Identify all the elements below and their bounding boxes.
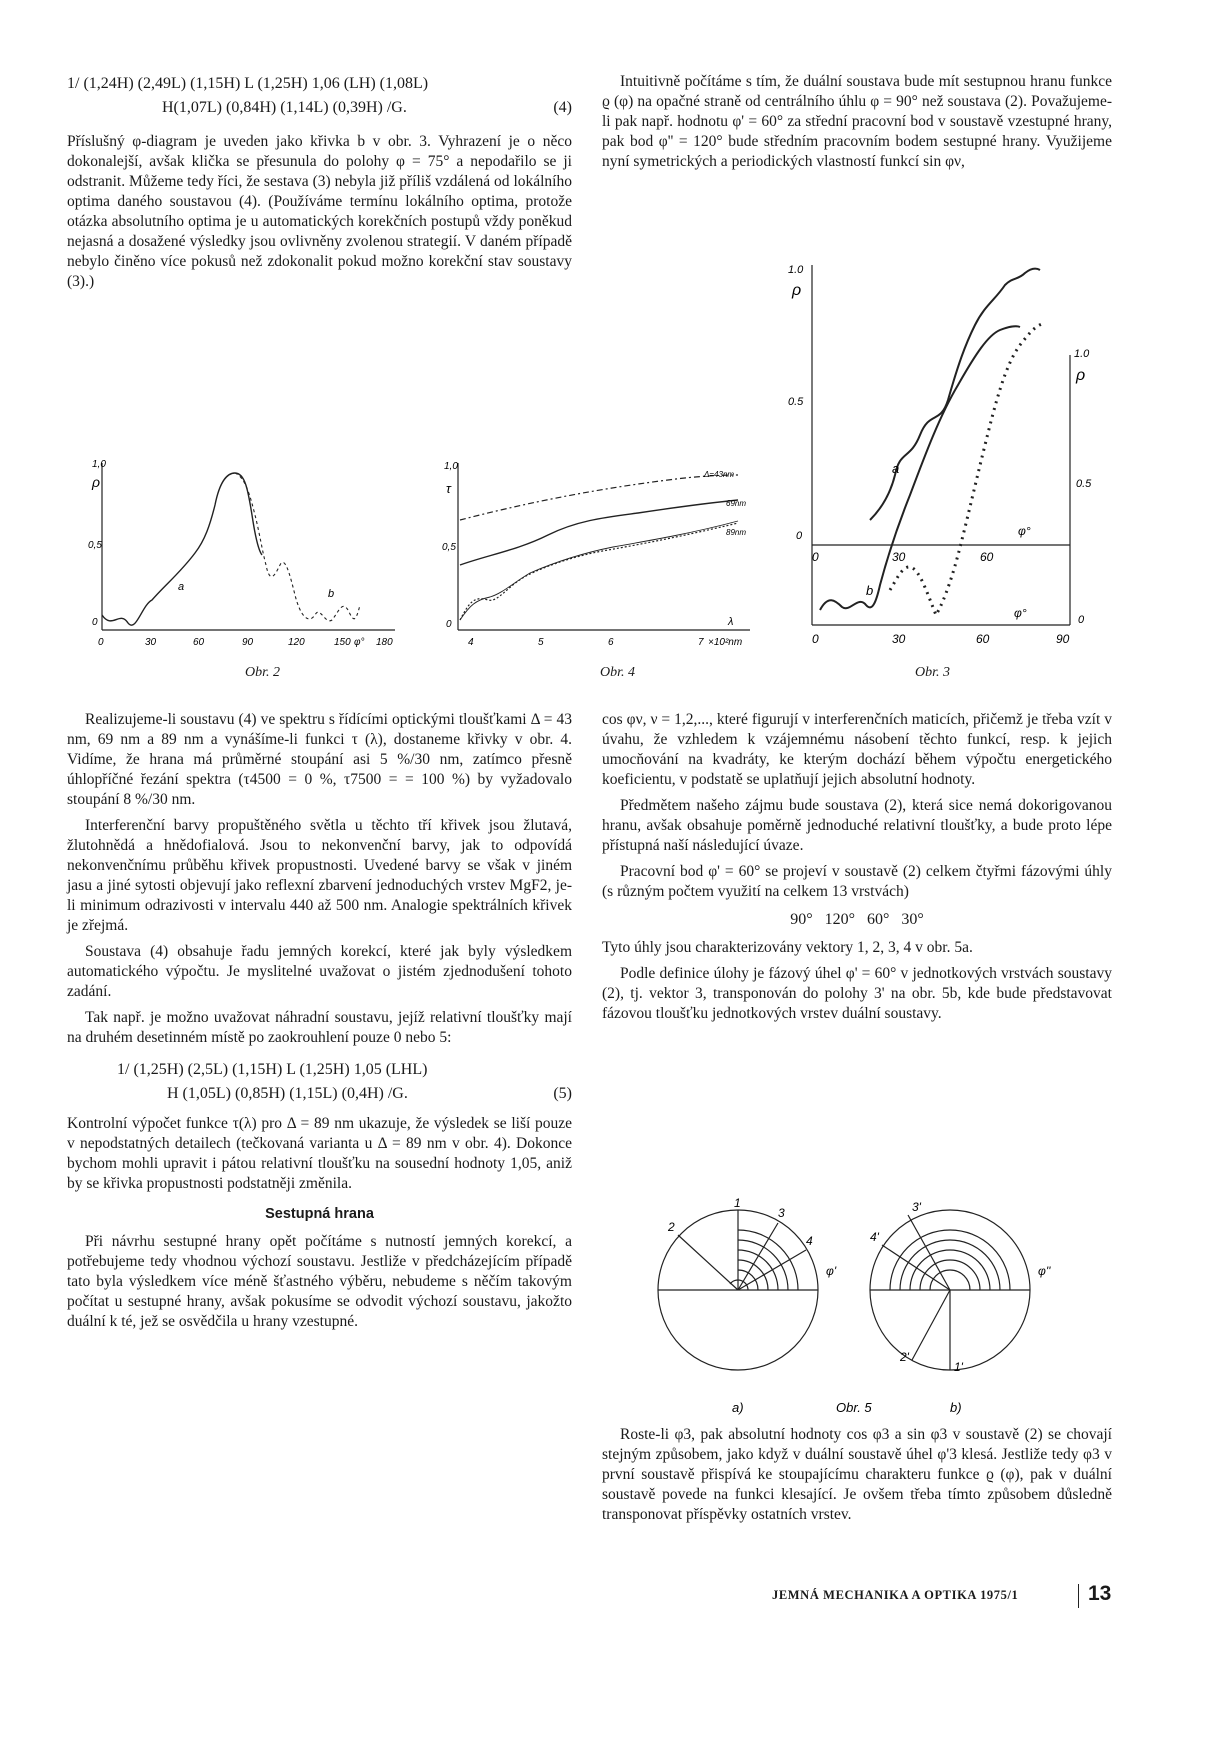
paragraph: Příslušný φ-diagram je uveden jako křivka b v obr. 3. Vyhrazení je o něco dokonalejší, avšak klička se přesunula do polohy φ = 75° a nepodařilo se ji odstranit. Můžeme tedy říci, že sestava (3) nebyla již příliš vzdálená od lokálního optima daného soustavou (4). (Používáme termínu lokálního optima, protože otázka absolutního optima je u automatických korekčních postupů vždy poněkud nejasná a dosažené výsledky jsou ovlivněny zvolenou strategií. V daném případě nebylo činěno více pokusů než zdokonalit pokud možno korekční stav soustavy (3).) bbox=[67, 133, 572, 290]
vector-2 bbox=[678, 1235, 738, 1290]
legend-43nm: Δ=43nm bbox=[704, 470, 735, 479]
y-tick-05: 0,5 bbox=[442, 542, 456, 553]
x-tick: 90 bbox=[242, 637, 254, 648]
label-2-prime: 2' bbox=[900, 1350, 909, 1364]
y-tick-1: 1,0 bbox=[92, 459, 106, 470]
sub-caption-b: b) bbox=[950, 1400, 962, 1415]
right-last-column bbox=[602, 1425, 1112, 1531]
right-bottom-column bbox=[602, 710, 1112, 1030]
x-tick: 7 bbox=[698, 637, 704, 648]
right-ytick-1: 1.0 bbox=[1074, 348, 1090, 360]
x-tick: 0 bbox=[98, 637, 104, 648]
paragraph: Kontrolní výpočet funkce τ(λ) pro Δ = 89 nm ukazuje, že výsledek se liší pouze v nepodstatných detailech (tečkovaná varianta u Δ = 89 nm v obr. 4). Dokonce bychom mohli upravit i pátou relativní tloušťku na sousední hodnoty 1,05, aniž by se křivka propustnosti podstatněji změnila. bbox=[67, 1115, 572, 1192]
series-43nm bbox=[460, 475, 738, 520]
label-phi-double-prime: φ'' bbox=[1038, 1264, 1051, 1278]
journal-footer: JEMNÁ MECHANIKA A OPTIKA 1975/1 bbox=[772, 1588, 1019, 1602]
x-tick: 30 bbox=[145, 637, 157, 648]
upper-x-tick: 30 bbox=[892, 550, 906, 564]
paragraph: Při návrhu sestupné hrany opět počítáme s nutností jemných korekcí, a potřebujeme tedy vhodnou výchozí soustavu. Jestliže v předcházejícím případě tato byla výsledkem více méně šťastného výběru, nebudeme s něčím takovým počítat u sestupné hrany, avšak pokusíme se odvodit výchozí soustavu, jakožto duální k té, jež se osvědčila u hrany vzestupné. bbox=[67, 1233, 572, 1330]
caption-obr-2: Obr. 2 bbox=[245, 665, 281, 680]
upper-x-tick: 60 bbox=[980, 550, 994, 564]
angles-list: 90° 120° 60° 30° bbox=[790, 911, 924, 928]
paragraph: Podle definice úlohy je fázový úhel φ' = 60° v jednotkových vrstvách soustavy (2), tj. vektor 3, transponován do polohy 3' na obr. 5b, kde bude představovat fázovou tloušťku jednotkových vrstev duální soustavy. bbox=[602, 965, 1112, 1022]
formula-5-line-2: H (1,05L) (0,85H) (1,15L) (0,4H) /G. (5) bbox=[67, 1082, 572, 1106]
arc bbox=[738, 1260, 768, 1290]
paragraph: Tak např. je možno uvažovat náhradní soustavu, jejíž relativní tloušťky mají na druhém desetinném místě po zaokrouhlení pouze 0 nebo 5: bbox=[67, 1009, 572, 1046]
section-heading: Sestupná hrana bbox=[265, 1206, 374, 1222]
label-a: a bbox=[178, 581, 185, 593]
paragraph: Interferenční barvy propuštěného světla u těchto tří křivek jsou žlutavá, žlutohnědá a hnědofialová. Jsou to nekonvenční barvy, jak to odpovídá nekonvenčnímu průběhu křivek propustnosti. Uvedené barvy se však v jiném jasu a jiné sytosti objevují jako reflexní zbarvení jednoduchých vrstev MgF2, je-li minimum odrazivosti v intervalu 440 až 500 nm. Analogie spektrálních křivek je zřejmá. bbox=[67, 817, 572, 934]
x-unit: ×10²nm bbox=[708, 637, 743, 648]
series-89nm-variant bbox=[460, 521, 738, 620]
y-tick-1: 1,0 bbox=[444, 461, 458, 472]
curve-a bbox=[102, 473, 262, 625]
legend-89nm: 89nm bbox=[726, 528, 747, 537]
formula-4-line-1: 1/ (1,24H) (2,49L) (1,15H) L (1,25H) 1,06 (LH) (1,08L) bbox=[67, 75, 429, 92]
y-label-right: ρ bbox=[1076, 367, 1086, 384]
label-4-prime: 4' bbox=[870, 1230, 879, 1244]
series-89nm bbox=[460, 523, 738, 620]
formula-4-line-2: H(1,07L) (0,84H) (1,14L) (0,39H) /G. (4) bbox=[67, 96, 572, 120]
figure-obr-5 bbox=[650, 1195, 1110, 1425]
curve-a bbox=[870, 269, 1040, 520]
left-bottom-column bbox=[67, 710, 572, 1338]
curve-b bbox=[820, 326, 1020, 610]
upper-x-unit: φ° bbox=[1018, 524, 1031, 538]
figure-obr-2 bbox=[70, 455, 400, 650]
lower-x-tick: 60 bbox=[976, 632, 990, 646]
legend-69nm: 69nm bbox=[726, 499, 747, 508]
vector-4 bbox=[738, 1250, 806, 1290]
label-2: 2 bbox=[668, 1220, 675, 1234]
lower-x-tick: 30 bbox=[892, 632, 906, 646]
formula-number: (4) bbox=[553, 99, 572, 116]
arc bbox=[930, 1270, 970, 1290]
y-label: τ bbox=[446, 481, 451, 496]
x-unit: φ° bbox=[354, 637, 365, 648]
left-ytick-05: 0.5 bbox=[788, 396, 804, 408]
label-3-prime: 3' bbox=[912, 1200, 921, 1214]
sub-caption-a: a) bbox=[732, 1400, 744, 1415]
y-tick-05: 0,5 bbox=[88, 540, 102, 551]
y-label-left: ρ bbox=[792, 282, 802, 299]
lower-x-tick: 0 bbox=[812, 632, 819, 646]
x-tick: 180 bbox=[376, 637, 393, 648]
label-1-prime: 1' bbox=[954, 1360, 963, 1374]
x-tick: 60 bbox=[193, 637, 205, 648]
y-tick-0: 0 bbox=[92, 617, 98, 628]
label-a: a bbox=[892, 461, 900, 476]
right-top-column bbox=[602, 72, 1112, 178]
vector-2-prime bbox=[912, 1290, 950, 1360]
x-tick: 150 bbox=[334, 637, 351, 648]
formula-5-line-1: 1/ (1,25H) (2,5L) (1,15H) L (1,25H) 1,05 (LHL) bbox=[117, 1061, 428, 1078]
paragraph: Roste-li φ3, pak absolutní hodnoty cos φ3 a sin φ3 v soustavě (2) se chovají stejným způsobem, jako když v duální soustavě úhel φ'3 klesá. Jestliže tedy φ3 v první soustavě přispívá ke stoupajícímu charakteru funkce ϱ (φ), pak v duální soustavě povede na funkci klesající. Je ovšem třeba tímto způsobem důsledně transponovat příspěvky ostatních vrstev. bbox=[602, 1426, 1112, 1523]
label-b: b bbox=[866, 583, 874, 598]
label-4: 4 bbox=[806, 1234, 813, 1248]
left-ytick-0: 0 bbox=[796, 530, 803, 542]
lower-x-unit: φ° bbox=[1014, 606, 1027, 620]
left-top-column bbox=[67, 72, 572, 298]
x-tick: 6 bbox=[608, 637, 614, 648]
curve-b bbox=[235, 473, 360, 621]
x-tick: 4 bbox=[468, 637, 474, 648]
page-number: 13 bbox=[1088, 1582, 1112, 1605]
paragraph: Předmětem našeho zájmu bude soustava (2), která sice nemá dokorigovanou hranu, avšak obsahuje poměrně jednoduché relativní tloušťky, a bude proto lépe přístupná naší následující úvaze. bbox=[602, 797, 1112, 854]
paragraph: Tyto úhly jsou charakterizovány vektory 1, 2, 3, 4 v obr. 5a. bbox=[602, 939, 973, 956]
vector-3-prime bbox=[908, 1215, 950, 1290]
left-ytick-1: 1.0 bbox=[788, 264, 804, 276]
lower-x-tick: 90 bbox=[1056, 632, 1070, 646]
right-ytick-05: 0.5 bbox=[1076, 478, 1092, 490]
paragraph: Intuitivně počítáme s tím, že duální soustava bude mít sestupnou hranu funkce ϱ (φ) na opačné straně od centrálního úhlu φ = 90° než soustava (2). Považujeme-li pak např. hodnotu φ' = 60° za střední pracovní bod v soustavě vzestupné hrany, pak bod φ'' = 120° bude středním pracovním bodem sestupné hrany. Využijeme nyní symetrických a periodických vlastností funkcí sin φν, bbox=[602, 73, 1112, 170]
x-tick: 5 bbox=[538, 637, 544, 648]
footer-divider bbox=[1078, 1584, 1079, 1608]
upper-x-tick: 0 bbox=[812, 550, 819, 564]
right-ytick-0: 0 bbox=[1078, 614, 1085, 626]
caption-obr-3: Obr. 3 bbox=[915, 665, 951, 680]
figure-obr-3 bbox=[780, 255, 1100, 650]
x-label: λ bbox=[728, 616, 734, 628]
paragraph: cos φν, ν = 1,2,..., které figurují v interferenčních maticích, přičemž je třeba vzít v úvahu, že vzhledem k vzájemnému násobení těchto funkcí, resp. k jejich umocňování na kvadráty, ke kterým dochází během výpočtu energetického koeficientu, v podstatě se uplatňují jejich absolutní hodnoty. bbox=[602, 711, 1112, 788]
label-phi-prime: φ' bbox=[826, 1264, 837, 1278]
paragraph: Pracovní bod φ' = 60° se projeví v soustavě (2) celkem čtyřmi fázovými úhly (s různým počtem využití na celkem 13 vrstvách) bbox=[602, 863, 1112, 900]
paragraph: Soustava (4) obsahuje řadu jemných korekcí, které jak byly výsledkem automatického výpočtu. Je myslitelné uvažovat o jistém zjednodušení tohoto zadání. bbox=[67, 943, 572, 1000]
x-tick: 120 bbox=[288, 637, 305, 648]
y-tick-0: 0 bbox=[446, 619, 452, 630]
caption-obr-5: Obr. 5 bbox=[836, 1400, 872, 1415]
arc bbox=[900, 1240, 1000, 1290]
label-b: b bbox=[328, 588, 335, 600]
label-3: 3 bbox=[778, 1206, 785, 1220]
figure-obr-4 bbox=[438, 455, 758, 650]
paragraph: Realizujeme-li soustavu (4) ve spektru s řídícími optickými tloušťkami Δ = 43 nm, 69 nm a 89 nm a vynášíme-li funkci τ (λ), dostaneme křivky v obr. 4. Vidíme, že hrana má průměrné stoupání asi 5 %/30 nm, zatímco přesně úhlopříčné řezání spektra (τ4500 = 0 %, τ7500 = = 100 %) by vyžadovalo stoupání 8 %/30 nm. bbox=[67, 711, 572, 808]
caption-obr-4: Obr. 4 bbox=[600, 665, 636, 680]
y-label: ρ bbox=[92, 474, 101, 490]
arc bbox=[920, 1260, 980, 1290]
label-1: 1 bbox=[734, 1196, 741, 1210]
formula-number: (5) bbox=[553, 1085, 572, 1102]
